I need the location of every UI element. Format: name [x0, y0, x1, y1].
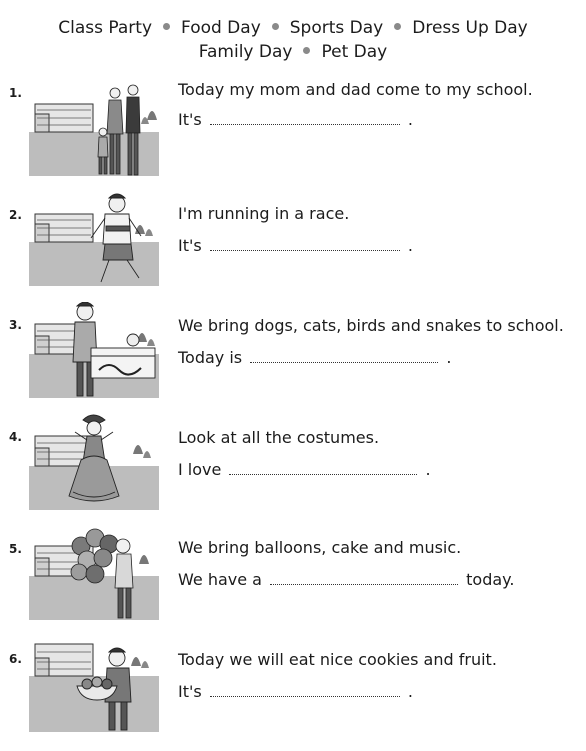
answer-blank[interactable]: [250, 348, 438, 363]
answer-line: [178, 460, 431, 480]
answer-line: [178, 348, 451, 368]
fruit-bowl-illustration: [29, 636, 159, 730]
answer-prefix: It's: [178, 682, 202, 701]
answer-suffix: today.: [466, 570, 515, 589]
answer-blank[interactable]: [210, 682, 400, 697]
answer-line: [178, 570, 514, 590]
sentence: I'm running in a race.: [178, 204, 350, 223]
answer-suffix: .: [446, 348, 452, 367]
answer-blank[interactable]: [270, 570, 458, 585]
bullet-icon: [394, 23, 401, 30]
answer-prefix: It's: [178, 110, 202, 129]
sentence: Look at all the costumes.: [178, 428, 380, 447]
costume-illustration: [29, 414, 159, 510]
bullet-icon: [272, 23, 279, 30]
answer-prefix: We have a: [178, 570, 262, 589]
exercise-number: 1.: [9, 86, 22, 100]
sentence: We bring balloons, cake and music.: [178, 538, 462, 557]
word-bank-row-2: [0, 40, 586, 64]
exercise-2: [0, 190, 586, 288]
answer-blank[interactable]: [210, 236, 400, 251]
sentence: We bring dogs, cats, birds and snakes to school.: [178, 316, 564, 335]
word-family-day: Family Day: [198, 42, 293, 62]
exercise-6: [0, 636, 586, 734]
answer-prefix: Today is: [178, 348, 243, 367]
bullet-icon: [303, 47, 310, 54]
exercise-number: 5.: [9, 542, 22, 556]
answer-line: [178, 110, 413, 130]
answer-suffix: .: [407, 110, 414, 129]
exercise-1: [0, 80, 586, 178]
exercise-5: [0, 524, 586, 622]
answer-suffix: .: [425, 460, 431, 479]
word-sports-day: Sports Day: [289, 18, 384, 38]
answer-suffix: .: [407, 682, 414, 701]
answer-blank[interactable]: [229, 460, 417, 475]
word-food-day: Food Day: [181, 18, 261, 38]
exercise-number: 3.: [9, 318, 22, 332]
answer-line: [178, 682, 413, 702]
exercise-3: [0, 302, 586, 400]
word-dress-up-day: Dress Up Day: [412, 18, 528, 38]
balloons-illustration: [29, 524, 159, 620]
runner-illustration: [29, 190, 159, 286]
answer-prefix: I love: [178, 460, 222, 479]
bullet-icon: [163, 23, 170, 30]
exercise-number: 2.: [9, 208, 22, 222]
answer-blank[interactable]: [210, 110, 400, 125]
sentence: Today my mom and dad come to my school.: [178, 80, 533, 99]
answer-suffix: .: [407, 236, 414, 255]
family-illustration: [29, 80, 159, 176]
exercise-number: 6.: [9, 652, 22, 666]
answer-line: [178, 236, 413, 256]
word-bank-row-1: [0, 16, 586, 40]
word-class-party: Class Party: [58, 18, 153, 38]
word-pet-day: Pet Day: [321, 42, 388, 62]
answer-prefix: It's: [178, 236, 202, 255]
pet-cage-illustration: [29, 302, 159, 398]
exercise-4: [0, 414, 586, 512]
exercise-number: 4.: [9, 430, 22, 444]
sentence: Today we will eat nice cookies and fruit.: [178, 650, 497, 669]
word-bank: [0, 16, 586, 64]
